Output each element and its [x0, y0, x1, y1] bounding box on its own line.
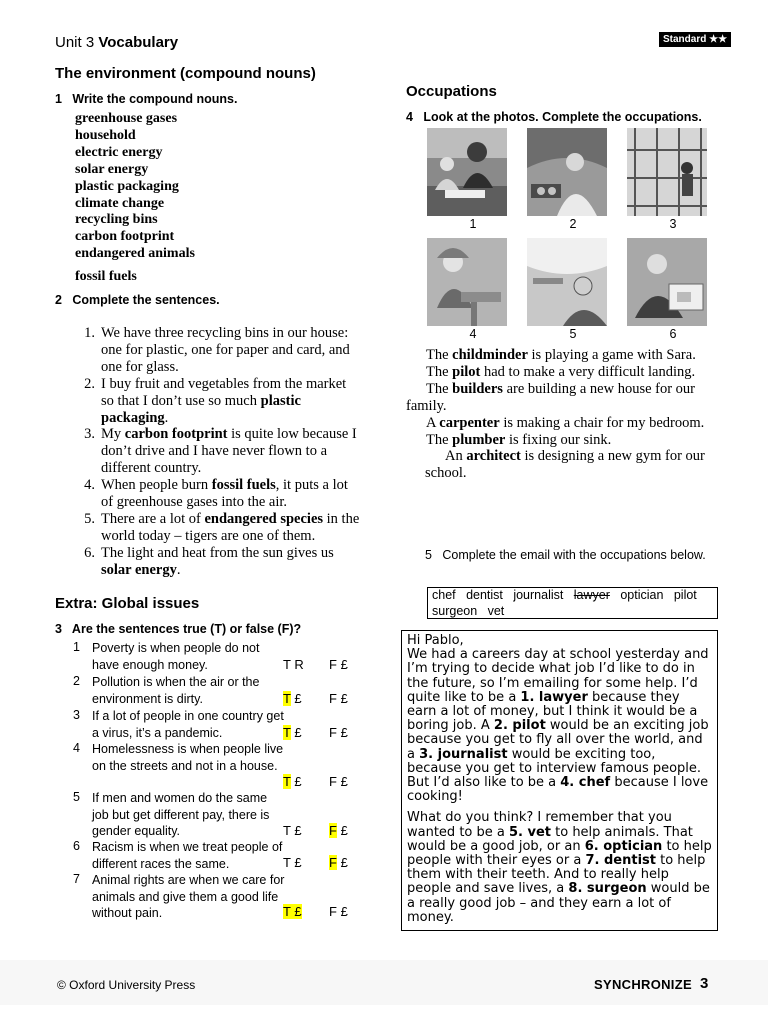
sentence-row [77, 325, 362, 376]
occupation-sentence: The plumber is fixing our sink. [426, 431, 612, 448]
email-greeting: Hi Pablo, [407, 633, 464, 648]
sentence-answer: solar energy [101, 561, 177, 578]
copyright-notice: © Oxford University Press [57, 978, 196, 992]
compound-item: endangered animals [75, 246, 195, 262]
level-stars-icon: ★★ [709, 34, 728, 45]
exercise-number: 5 [425, 548, 432, 562]
true-option-selected[interactable]: T £ [283, 725, 302, 740]
page-number: 3 [700, 975, 709, 992]
occupation-sentence: A carpenter is making a chair for my bedroom. [426, 414, 705, 431]
compound-item: solar energy [75, 161, 149, 177]
email-answer: 5. vet [508, 824, 551, 840]
checkbox-icon: £ [340, 691, 348, 706]
photo-architect [627, 238, 707, 326]
sentence-number: 6. [84, 544, 95, 561]
false-option[interactable]: F £ [329, 904, 348, 919]
email-paragraph-2: What do you think? I remember that you wanted to be a 5. vet to help animals. That would be a good job, or an 6. optician to help people with their eyes or a 7. dentist to help them with their teeth. And to really help people and save lives, a 8. surgeon would be a really good job – and they earn a lot of money. [407, 810, 712, 925]
sentence-text: I buy fruit and vegetables from the market so that I don’t use so much [101, 375, 347, 409]
word-bank [427, 587, 718, 619]
occupation-sentences [406, 347, 706, 482]
checkbox-icon: £ [340, 823, 348, 838]
occupation-answer: architect [466, 448, 521, 465]
sentence-row [77, 477, 362, 511]
compound-item: climate change [75, 195, 165, 211]
tf-number: 3 [73, 708, 80, 722]
sentence-number: 2. [84, 375, 95, 392]
email-answer: 2. pilot [493, 718, 546, 734]
email-answer: 1. lawyer [520, 689, 588, 705]
tf-number: 1 [73, 640, 80, 654]
email-text [401, 630, 718, 931]
sentence-text-end: . [164, 409, 169, 426]
word-bank-item: journalist [513, 588, 564, 602]
sentence-number: 5. [84, 510, 95, 527]
false-option[interactable]: F £ [329, 725, 348, 740]
sentence-text-end: is quite low because I don’t drive and I have never flown to a different country. [101, 426, 357, 477]
checkbox-icon: £ [340, 774, 348, 789]
compound-noun-list [75, 111, 195, 286]
level-badge [659, 32, 731, 47]
tf-number: 7 [73, 872, 80, 886]
photo-label: 2 [569, 217, 577, 231]
email-answer: 3. journalist [419, 746, 508, 762]
word-bank-item: vet [487, 603, 505, 618]
photo-label: 4 [469, 327, 477, 341]
email-answer: 6. optician [584, 838, 663, 854]
true-option[interactable]: T £ [283, 855, 302, 870]
false-option-selected[interactable]: F £ [329, 823, 348, 838]
compound-item: recycling bins [75, 212, 158, 228]
sentence-text-end: in the world today – tigers are one of them. [101, 510, 360, 544]
occupation-sentence: An architect is designing a new gym for our school. [425, 448, 705, 482]
photo-childminder [427, 128, 507, 216]
compound-item: household [75, 127, 136, 143]
brand-logo: SYNCHRONIZE [594, 977, 692, 992]
word-bank-item: optician [620, 588, 664, 602]
sentence-text: The light and heat from the sun gives us [101, 544, 334, 561]
sentence-answer: carbon footprint [124, 426, 228, 443]
false-option-selected[interactable]: F £ [329, 855, 348, 870]
tf-statement: If a lot of people in one country get a virus, it’s a pandemic. [92, 709, 284, 740]
compound-item: electric energy [75, 144, 163, 160]
word-bank-item: pilot [673, 588, 697, 602]
sentence-text: When people burn [101, 477, 212, 494]
section-title-environment: The environment (compound nouns) [55, 65, 316, 82]
compound-item: carbon footprint [75, 229, 175, 245]
word-bank-item: surgeon [432, 603, 478, 618]
true-option-selected[interactable]: T £ [283, 774, 302, 789]
exercise-instruction: Are the sentences true (T) or false (F)? [71, 622, 302, 636]
tf-statement: If men and women do the same job but get different pay, there is gender equality. [92, 791, 270, 838]
exercise-number: 3 [55, 622, 62, 636]
exercise-number: 4 [406, 110, 413, 124]
sentence-text-end: , it puts a lot of greenhouse gases into the air. [101, 477, 348, 511]
true-option-selected[interactable]: T £ [283, 904, 302, 919]
checkbox-icon: R [294, 657, 304, 672]
exercise-instruction: Complete the sentences. [72, 293, 220, 307]
exercise-instruction: Look at the photos. Complete the occupations. [423, 110, 702, 124]
exercise-number: 1 [55, 92, 62, 106]
tf-number: 6 [73, 839, 80, 853]
tf-number: 2 [73, 674, 80, 688]
sentence-answer: endangered species [204, 510, 324, 527]
tf-number: 5 [73, 790, 80, 804]
tf-statement: Racism is when we treat people of different races the same. [92, 840, 283, 871]
photo-carpenter [427, 238, 507, 326]
exercise-instruction: Write the compound nouns. [72, 92, 238, 106]
sentence-list [77, 325, 362, 579]
true-option[interactable]: T £ [283, 823, 302, 838]
sentence-row [77, 426, 362, 477]
word-bank-line [432, 604, 713, 620]
sentence-row [77, 545, 362, 579]
occupation-answer: carpenter [439, 414, 500, 431]
exercise-instruction: Complete the email with the occupations below. [442, 548, 706, 562]
tf-statement: Pollution is when the air or the environment is dirty. [92, 675, 260, 706]
occupation-sentence: The pilot had to make a very difficult landing. [426, 363, 696, 380]
checkbox-icon: £ [294, 774, 302, 789]
word-bank-item: dentist [466, 588, 503, 602]
true-option-selected[interactable]: T £ [283, 691, 302, 706]
sentence-text-end: . [176, 561, 181, 578]
checkbox-icon: £ [294, 904, 302, 919]
checkbox-icon: £ [294, 691, 302, 706]
photo-label: 6 [669, 327, 677, 341]
checkbox-icon: £ [340, 725, 348, 740]
occupation-answer: pilot [452, 363, 481, 380]
unit-topic: Vocabulary [98, 34, 179, 51]
sentence-text: My [101, 426, 125, 443]
checkbox-icon: £ [340, 657, 348, 672]
checkbox-icon: £ [294, 725, 302, 740]
occupation-answer: childminder [452, 347, 528, 363]
tf-number: 4 [73, 741, 80, 755]
word-bank-item-used: lawyer [573, 588, 610, 602]
sentence-row [77, 376, 362, 427]
compound-item: fossil fuels [75, 269, 137, 285]
email-paragraph-1: We had a careers day at school yesterday and I’m trying to decide what job I’d like to do in the future, so I’m emailing for some help. I’d quite like to be a 1. lawyer because they earn a lot of money, but I think it would be a boring job. A 2. pilot would be an exciting job because you get to fly all over the world, and a 3. journalist would be exciting too, because you get to interview famous people. But I’d also like to be a 4. chef because I love cooking! [407, 647, 709, 805]
checkbox-icon: £ [294, 823, 302, 838]
occupation-answer: plumber [452, 431, 506, 448]
section-title-occupations: Occupations [406, 83, 497, 100]
unit-label: Unit 3 [55, 34, 95, 51]
exercise-3-heading [55, 622, 301, 636]
sentence-text: We have three recycling bins in our house: one for plastic, one for paper and card, and one for glass. [101, 325, 350, 375]
checkbox-icon: £ [294, 855, 302, 870]
exercise-number: 2 [55, 293, 62, 307]
word-bank-item: chef [432, 588, 456, 602]
email-answer: 4. chef [560, 775, 611, 791]
occupation-answer: builders [452, 380, 503, 397]
false-option[interactable]: F £ [329, 691, 348, 706]
photo-label: 3 [669, 217, 677, 231]
tf-statement: Poverty is when people do not have enough money. [92, 641, 260, 672]
checkbox-icon: £ [340, 855, 348, 870]
email-answer: 8. surgeon [568, 881, 647, 897]
level-label: Standard [663, 34, 707, 45]
exercise-1-heading [55, 92, 237, 106]
photo-label: 5 [569, 327, 577, 341]
photo-pilot [527, 128, 607, 216]
sentence-text: There are a lot of [101, 510, 205, 527]
compound-item: plastic packaging [75, 178, 179, 194]
tf-statement: Animal rights are when we care for animals and give them a good life without pain. [92, 873, 285, 920]
false-option[interactable]: F £ [329, 657, 348, 672]
email-answer: 7. dentist [585, 853, 656, 869]
checkbox-icon: £ [340, 904, 348, 919]
tf-statement: Homelessness is when people live on the streets and not in a house. [92, 742, 284, 773]
exercise-4-heading [406, 110, 702, 124]
word-bank-line [432, 588, 713, 604]
exercise-2-heading [55, 293, 220, 307]
occupation-sentence: The childminder is playing a game with Sara. [426, 347, 696, 363]
sentence-answer: fossil fuels [211, 477, 276, 494]
true-option[interactable]: T R [283, 657, 304, 672]
false-option[interactable]: F £ [329, 774, 348, 789]
photo-builders [627, 128, 707, 216]
sentence-number: 4. [84, 477, 95, 494]
sentence-number: 1. [84, 325, 95, 341]
compound-item: greenhouse gases [75, 111, 178, 126]
photo-plumber [527, 238, 607, 326]
sentence-number: 3. [84, 426, 95, 443]
occupation-sentence: The builders are building a new house for our family. [406, 380, 696, 414]
unit-title [55, 34, 178, 51]
section-title-global-issues: Extra: Global issues [55, 595, 200, 612]
exercise-5-heading [425, 547, 715, 564]
sentence-answer: plastic packaging [101, 392, 301, 426]
photo-label: 1 [469, 217, 477, 231]
sentence-row [77, 511, 362, 545]
